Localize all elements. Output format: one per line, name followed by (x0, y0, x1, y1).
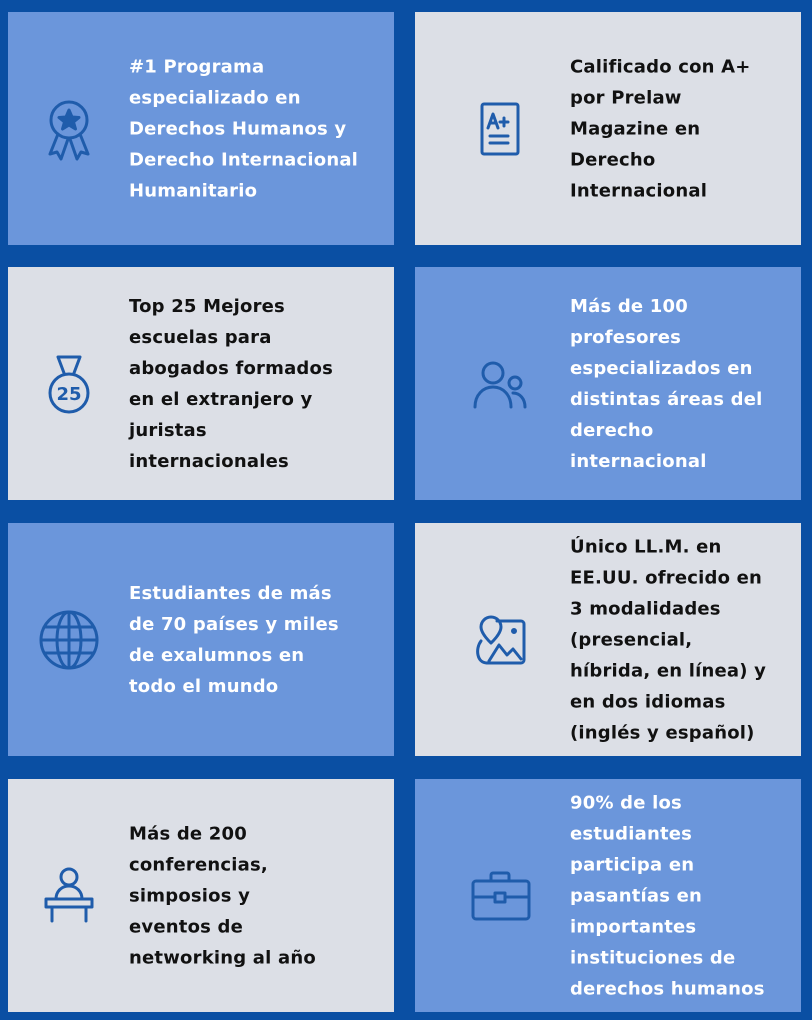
text-line: Top 25 Mejores (129, 295, 285, 317)
card-text (129, 818, 316, 973)
card-text (570, 291, 763, 477)
medal-25-icon (36, 351, 102, 417)
document-grade-icon (467, 96, 533, 162)
card-students (8, 523, 394, 756)
text-line: especializados en (570, 357, 753, 379)
text-line: Internacional (570, 180, 708, 201)
briefcase-icon (467, 863, 533, 929)
card-aplus-rating (415, 12, 801, 245)
card-professors (415, 267, 801, 500)
text-line: abogados formados (129, 357, 334, 379)
text-line: Calificado con A+ (570, 56, 751, 77)
text-line: 90% de los (570, 792, 682, 813)
text-line: todo el mundo (129, 675, 279, 697)
card-text (570, 787, 765, 1004)
text-line: derechos humanos (570, 978, 765, 999)
card-conferences (8, 779, 394, 1012)
text-line: pasantías en (570, 885, 703, 906)
svg-text:25: 25 (56, 383, 82, 405)
card-top-program (8, 12, 394, 245)
text-line: escuelas para (129, 326, 272, 348)
text-line: Derecho (570, 149, 656, 170)
text-line: participa en (570, 854, 695, 875)
text-line: 3 modalidades (570, 598, 721, 619)
text-line: Más de 200 (129, 823, 247, 844)
text-line: simposios y (129, 885, 251, 906)
card-modalities (415, 523, 801, 756)
text-line: derecho (570, 419, 654, 441)
speaker-podium-icon (36, 863, 102, 929)
text-line: #1 Programa (129, 56, 265, 77)
text-line: en dos idiomas (570, 691, 726, 712)
text-line: internacional (570, 450, 707, 472)
award-ribbon-icon (36, 96, 102, 162)
people-icon (467, 351, 533, 417)
text-line: instituciones de (570, 947, 736, 968)
text-line: de 70 países y miles (129, 613, 339, 635)
card-internships (415, 779, 801, 1012)
text-line: por Prelaw (570, 87, 682, 108)
text-line: profesores (570, 326, 682, 348)
text-line: Derecho Internacional (129, 149, 359, 170)
text-line: Estudiantes de más (129, 582, 332, 604)
card-text (570, 531, 766, 748)
text-line: de exalumnos en (129, 644, 305, 666)
card-top25 (8, 267, 394, 500)
text-line: Más de 100 (570, 295, 688, 317)
text-line: en el extranjero y (129, 388, 313, 410)
text-line: especializado en (129, 87, 301, 108)
card-text (129, 51, 358, 206)
text-line: EE.UU. ofrecido en (570, 567, 763, 588)
text-line: importantes (570, 916, 697, 937)
globe-icon (36, 607, 102, 673)
text-line: (inglés y español) (570, 722, 755, 743)
card-text (129, 578, 339, 702)
map-location-icon (467, 607, 533, 673)
text-line: Único LL.M. en (570, 536, 722, 557)
card-text (129, 291, 333, 477)
text-line: híbrida, en línea) y (570, 660, 767, 681)
text-line: Magazine en (570, 118, 701, 139)
card-text (570, 51, 751, 206)
text-line: (presencial, (570, 629, 693, 650)
text-line: estudiantes (570, 823, 693, 844)
text-line: juristas (129, 419, 207, 441)
text-line: Derechos Humanos y (129, 118, 347, 139)
text-line: Humanitario (129, 180, 258, 201)
text-line: distintas áreas del (570, 388, 763, 410)
text-line: eventos de (129, 916, 244, 937)
text-line: internacionales (129, 450, 289, 472)
text-line: conferencias, (129, 854, 268, 875)
text-line: networking al año (129, 947, 316, 968)
